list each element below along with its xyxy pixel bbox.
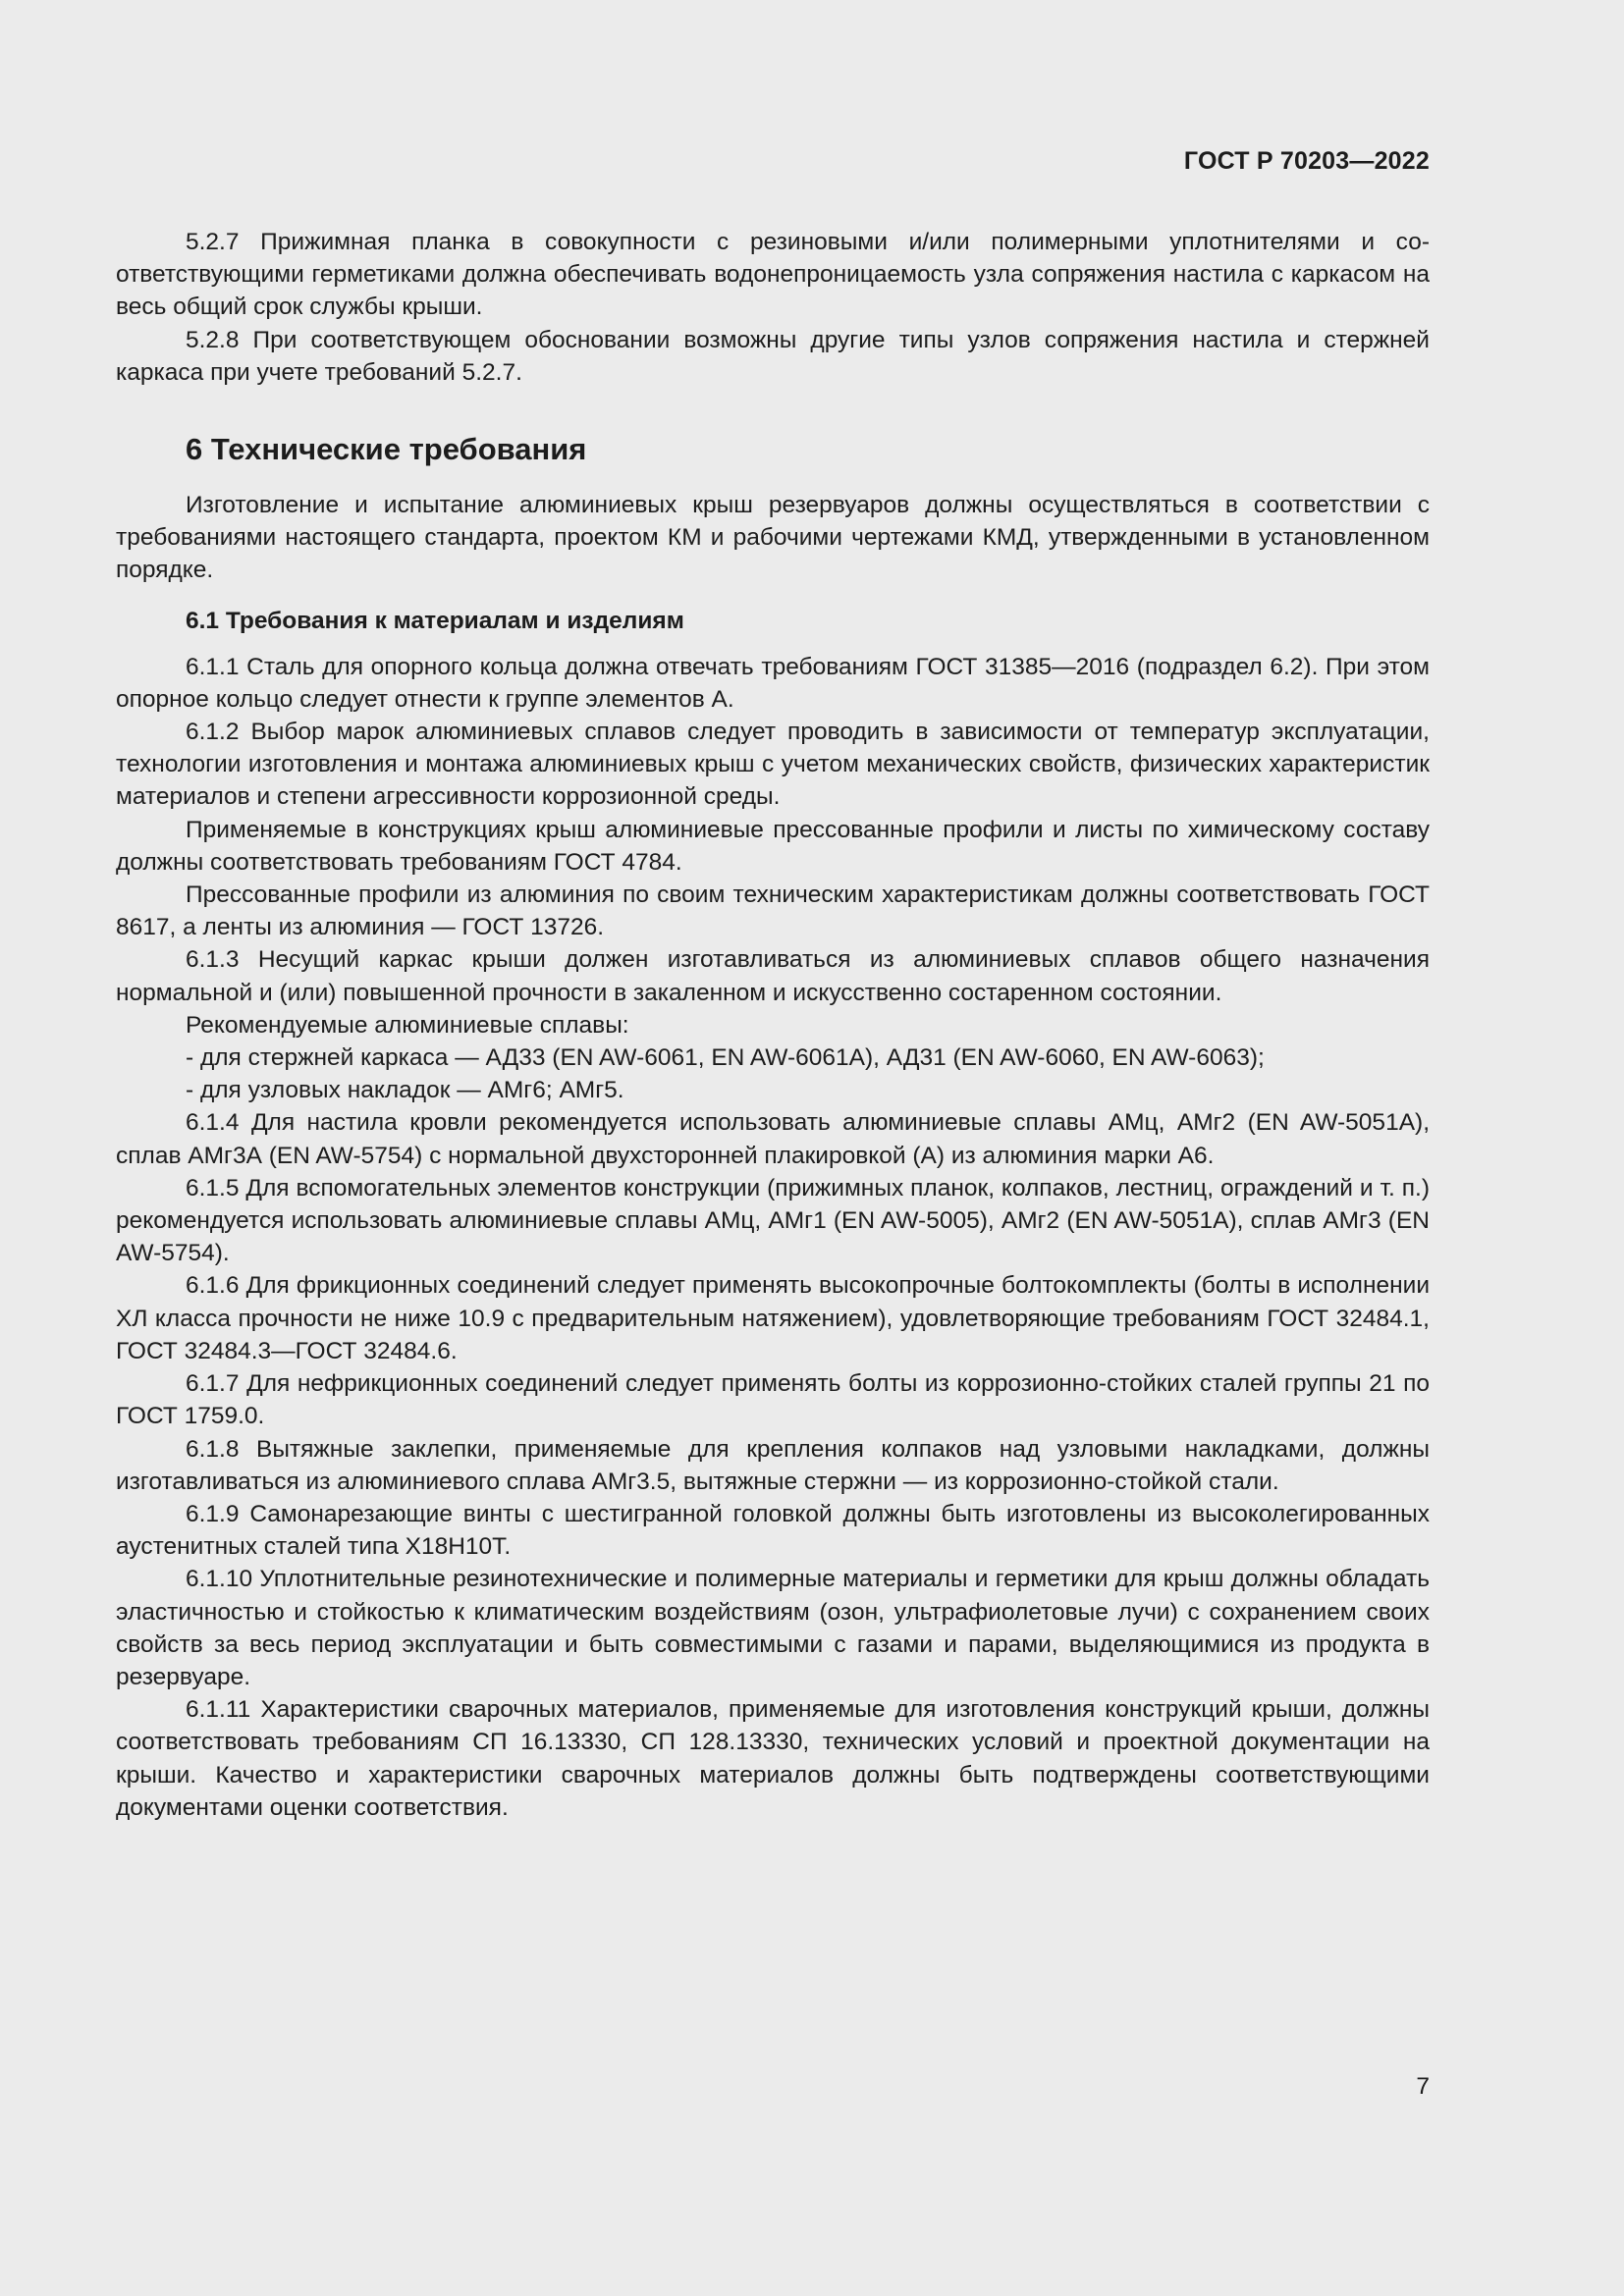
paragraph-5-2-7: 5.2.7 Прижимная планка в совокупности с резиновыми и/или полимерными уплотнителями и соответствующими герметиками должна обеспечивать водонепроницаемость узла сопряжения настила с каркасом на весь общий срок службы крыши. bbox=[116, 229, 1430, 321]
list-item-node-plates: - для узловых накладок — АМг6; АМг5. bbox=[186, 1077, 624, 1104]
paragraph-recommended-alloys: Рекомендуемые алюминиевые сплавы: bbox=[186, 1011, 629, 1039]
paragraph-5-2-8: 5.2.8 При соответствующем обосновании возможны другие типы узлов сопряжения настила и стержней каркаса при учете требований 5.2.7. bbox=[116, 326, 1430, 386]
paragraph-6-1-3: 6.1.3 Несущий каркас крыши должен изготавливаться из алюминиевых сплавов общего назначения нормальной и (или) повышенной прочности в закаленном и искусственно состаренном состоянии. bbox=[116, 946, 1430, 1006]
paragraph-6-1-7: 6.1.7 Для нефрикционных соединений следует применять болты из коррозионно-стойких сталей группы 21 по ГОСТ 1759.0. bbox=[116, 1370, 1430, 1430]
document-page bbox=[116, 0, 1430, 2296]
paragraph-6-1-10: 6.1.10 Уплотнительные резинотехнические и полимерные материалы и герметики для крыш должны обладать эластичностью и стойкостью к климатическим воздействиям (озон, ультрафиолетовые лучи) с сохранением своих свойств за весь период эксплуатации и быть совместимыми с газами и парами, выделяющимися из продукта в резервуаре. bbox=[116, 1566, 1430, 1690]
paragraph-6-1-5: 6.1.5 Для вспомогательных элементов конструкции (прижимных планок, колпаков, лестниц, ограждений и т. п.) рекомендуется использовать алюминиевые сплавы АМц, АМг1 (EN AW-5005), АМг2 (EN AW-5051A), сплав АМг3 (EN AW-5754). bbox=[116, 1174, 1430, 1267]
paragraph-6-1-1: 6.1.1 Сталь для опорного кольца должна отвечать требованиям ГОСТ 31385—2016 (подраздел 6.2). При этом опорное кольцо следует отнести к группе элементов А. bbox=[116, 653, 1430, 713]
section-6-1-heading: 6.1 Требования к материалам и изделиям bbox=[186, 607, 684, 634]
document-code-header: ГОСТ Р 70203—2022 bbox=[1183, 147, 1430, 175]
paragraph-profiles-chemistry: Применяемые в конструкциях крыш алюминиевые прессованные профили и листы по химическому составу должны соответствовать требованиям ГОСТ 4784. bbox=[116, 816, 1430, 876]
section-6-heading: 6 Технические требования bbox=[186, 432, 587, 467]
page-number: 7 bbox=[1416, 2073, 1430, 2100]
section-6-intro: Изготовление и испытание алюминиевых крыш резервуаров должны осуществляться в соответствии с требованиями настоящего стандарта, проектом КМ и рабочими чертежами КМД, утвержденными в установленном порядке. bbox=[116, 492, 1430, 584]
paragraph-6-1-11: 6.1.11 Характеристики сварочных материалов, применяемые для изготовления конструкций крыши, должны соответствовать требованиям СП 16.13330, СП 128.13330, технических условий и проектной документации на крыши. Качество и характеристики сварочных материалов должны быть подтверждены соответствующими документами оценки соответствия. bbox=[116, 1696, 1430, 1821]
document-body bbox=[116, 226, 1430, 1824]
paragraph-6-1-6: 6.1.6 Для фрикционных соединений следует применять высокопрочные болтокомплекты (болты в исполнении ХЛ класса прочности не ниже 10.9 с предварительным натяжением), удовлетворяющие требованиям ГОСТ 32484.1, ГОСТ 32484.3—ГОСТ 32484.6. bbox=[116, 1272, 1430, 1364]
paragraph-profiles-characteristics: Прессованные профили из алюминия по своим техническим характеристикам должны соответствовать ГОСТ 8617, а ленты из алюминия — ГОСТ 13726. bbox=[116, 881, 1430, 941]
paragraph-6-1-2: 6.1.2 Выбор марок алюминиевых сплавов следует проводить в зависимости от температур эксплуатации, технологии изготовления и монтажа алюминиевых крыш с учетом механических свойств, физических характеристик материалов и степени агрессивности коррозионной среды. bbox=[116, 719, 1430, 811]
list-item-frame-rods: - для стержней каркаса — АД33 (EN AW-6061, EN AW-6061A), АД31 (EN AW-6060, EN AW-6063); bbox=[186, 1044, 1265, 1072]
paragraph-6-1-8: 6.1.8 Вытяжные заклепки, применяемые для крепления колпаков над узловыми накладками, должны изготавливаться из алюминиевого сплава АМг3.5, вытяжные стержни — из коррозионно-стойкой стали. bbox=[116, 1435, 1430, 1495]
paragraph-6-1-4: 6.1.4 Для настила кровли рекомендуется использовать алюминиевые сплавы АМц, АМг2 (EN AW-5051A), сплав АМг3А (EN AW-5754) с нормальной двухсторонней плакировкой (А) из алюминия марки А6. bbox=[116, 1109, 1430, 1169]
paragraph-6-1-9: 6.1.9 Самонарезающие винты с шестигранной головкой должны быть изготовлены из высоколегированных аустенитных сталей типа Х18Н10Т. bbox=[116, 1500, 1430, 1561]
